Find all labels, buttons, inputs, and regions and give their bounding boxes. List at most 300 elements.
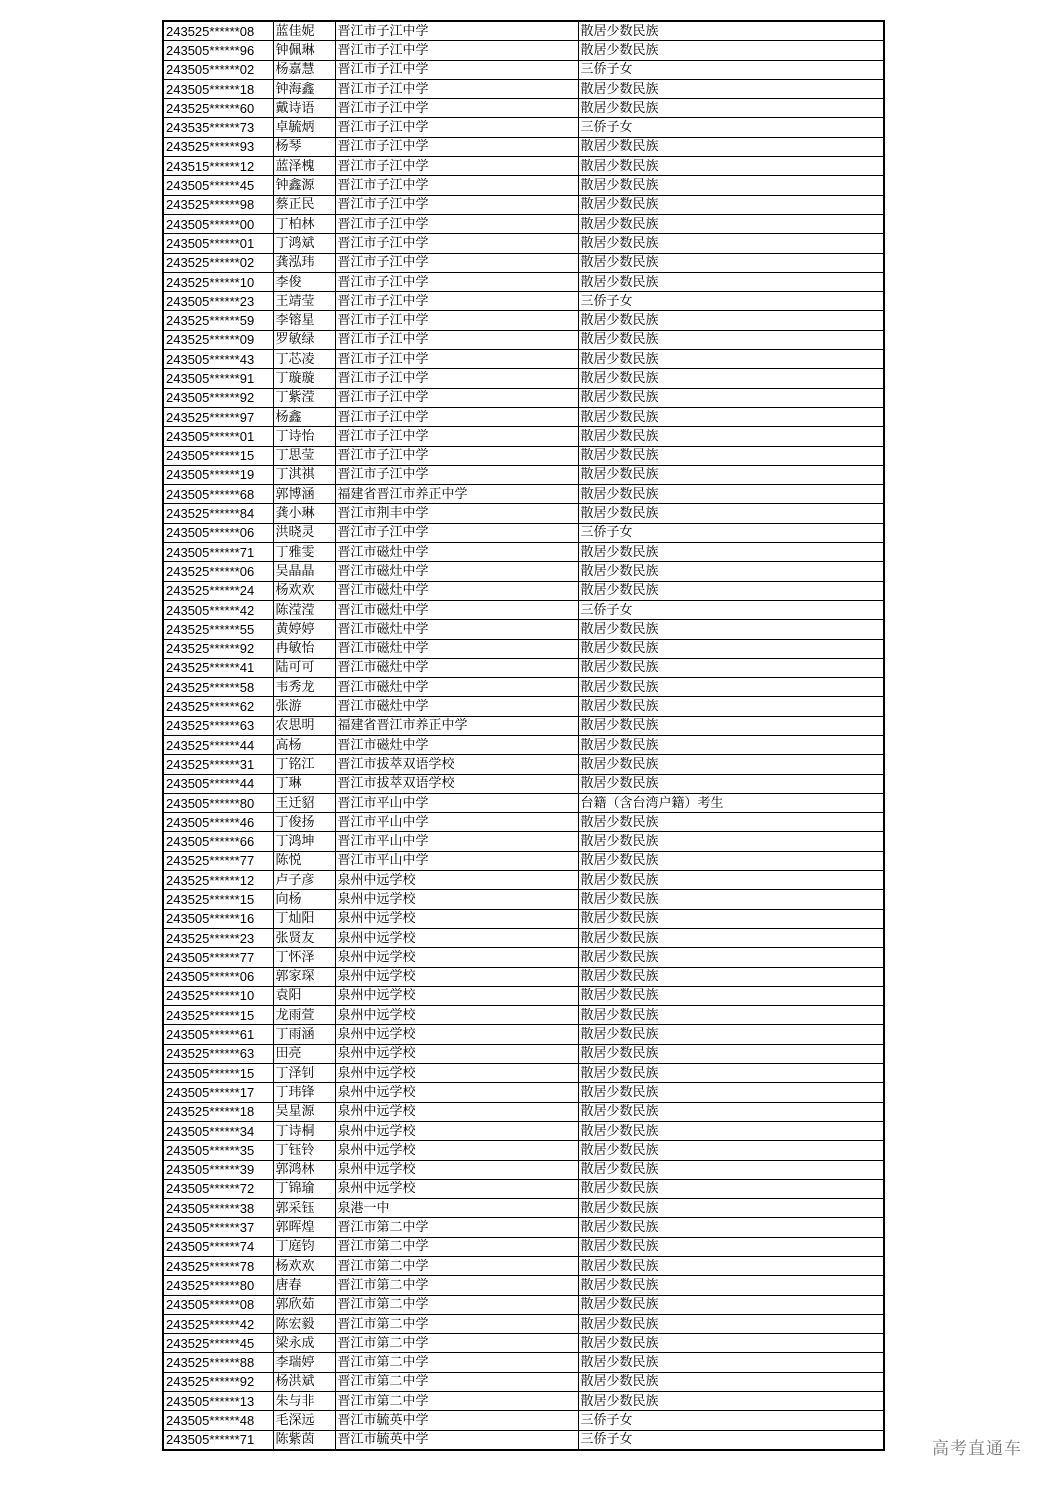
name-cell: 杨嘉慧 — [273, 60, 335, 79]
school-cell: 晋江市子江中学 — [335, 21, 578, 41]
candidate-id-cell: 243505******91 — [163, 369, 273, 388]
table-row — [163, 41, 884, 60]
name-cell: 罗敏绿 — [273, 330, 335, 349]
candidate-id-cell: 243505******71 — [163, 543, 273, 562]
name-cell: 丁淇祺 — [273, 465, 335, 484]
candidate-id-cell: 243525******31 — [163, 755, 273, 774]
school-cell: 晋江市子江中学 — [335, 272, 578, 291]
category-cell: 散居少数民族 — [578, 272, 884, 291]
candidate-id-cell: 243535******73 — [163, 118, 273, 137]
school-cell: 晋江市子江中学 — [335, 407, 578, 426]
school-cell: 晋江市第二中学 — [335, 1353, 578, 1372]
category-cell: 散居少数民族 — [578, 620, 884, 639]
school-cell: 晋江市第二中学 — [335, 1218, 578, 1237]
category-cell: 散居少数民族 — [578, 1179, 884, 1198]
name-cell: 丁紫滢 — [273, 388, 335, 407]
school-cell: 晋江市第二中学 — [335, 1295, 578, 1314]
school-cell: 福建省晋江市养正中学 — [335, 485, 578, 504]
table-row — [163, 909, 884, 928]
candidate-id-cell: 243505******01 — [163, 427, 273, 446]
table-row — [163, 1218, 884, 1237]
name-cell: 陆可可 — [273, 658, 335, 677]
candidate-id-cell: 243515******12 — [163, 157, 273, 176]
name-cell: 蓝佳妮 — [273, 21, 335, 41]
school-cell: 晋江市子江中学 — [335, 41, 578, 60]
school-cell: 晋江市磁灶中学 — [335, 600, 578, 619]
table-row — [163, 1372, 884, 1391]
student-list-table — [162, 20, 885, 1451]
name-cell: 卓毓炳 — [273, 118, 335, 137]
name-cell: 吴星源 — [273, 1102, 335, 1121]
name-cell: 洪晓灵 — [273, 523, 335, 542]
school-cell: 泉州中远学校 — [335, 1083, 578, 1102]
candidate-id-cell: 243505******80 — [163, 793, 273, 812]
candidate-id-cell: 243525******45 — [163, 1334, 273, 1353]
name-cell: 向杨 — [273, 890, 335, 909]
name-cell: 丁鸿坤 — [273, 832, 335, 851]
school-cell: 晋江市荆丰中学 — [335, 504, 578, 523]
school-cell: 晋江市子江中学 — [335, 446, 578, 465]
name-cell: 冉敏怡 — [273, 639, 335, 658]
category-cell: 散居少数民族 — [578, 446, 884, 465]
table-row — [163, 99, 884, 118]
candidate-id-cell: 243525******24 — [163, 581, 273, 600]
candidate-id-cell: 243505******48 — [163, 1411, 273, 1430]
name-cell: 卢子彦 — [273, 871, 335, 890]
name-cell: 丁雅雯 — [273, 543, 335, 562]
category-cell: 散居少数民族 — [578, 137, 884, 156]
candidate-id-cell: 243525******23 — [163, 928, 273, 947]
category-cell: 三侨子女 — [578, 292, 884, 311]
table-row — [163, 1334, 884, 1353]
category-cell: 散居少数民族 — [578, 1392, 884, 1411]
table-row — [163, 195, 884, 214]
candidate-id-cell: 243525******08 — [163, 21, 273, 41]
table-row — [163, 543, 884, 562]
table-row — [163, 350, 884, 369]
category-cell: 散居少数民族 — [578, 388, 884, 407]
name-cell: 丁锦瑜 — [273, 1179, 335, 1198]
category-cell: 散居少数民族 — [578, 1314, 884, 1333]
table-row — [163, 658, 884, 677]
table-row — [163, 1314, 884, 1333]
school-cell: 泉州中远学校 — [335, 1006, 578, 1025]
category-cell: 散居少数民族 — [578, 176, 884, 195]
candidate-id-cell: 243525******09 — [163, 330, 273, 349]
table-row — [163, 79, 884, 98]
name-cell: 黄婷婷 — [273, 620, 335, 639]
table-row — [163, 330, 884, 349]
school-cell: 泉州中远学校 — [335, 1160, 578, 1179]
table-row — [163, 1353, 884, 1372]
table-row — [163, 1044, 884, 1063]
school-cell: 晋江市拔萃双语学校 — [335, 774, 578, 793]
candidate-id-cell: 243525******92 — [163, 639, 273, 658]
school-cell: 晋江市子江中学 — [335, 330, 578, 349]
category-cell: 散居少数民族 — [578, 99, 884, 118]
category-cell: 散居少数民族 — [578, 253, 884, 272]
candidate-id-cell: 243525******06 — [163, 562, 273, 581]
category-cell: 散居少数民族 — [578, 1218, 884, 1237]
table-row — [163, 948, 884, 967]
table-row — [163, 523, 884, 542]
school-cell: 泉州中远学校 — [335, 948, 578, 967]
name-cell: 张贤友 — [273, 928, 335, 947]
candidate-id-cell: 243505******43 — [163, 350, 273, 369]
candidate-id-cell: 243505******77 — [163, 948, 273, 967]
table-row — [163, 388, 884, 407]
school-cell: 晋江市第二中学 — [335, 1276, 578, 1295]
table-row — [163, 735, 884, 754]
candidate-id-cell: 243525******62 — [163, 697, 273, 716]
candidate-id-cell: 243525******92 — [163, 1372, 273, 1391]
name-cell: 袁阳 — [273, 986, 335, 1005]
name-cell: 朱与非 — [273, 1392, 335, 1411]
school-cell: 晋江市拔萃双语学校 — [335, 755, 578, 774]
category-cell: 散居少数民族 — [578, 562, 884, 581]
school-cell: 泉州中远学校 — [335, 986, 578, 1005]
school-cell: 晋江市第二中学 — [335, 1372, 578, 1391]
name-cell: 农思明 — [273, 716, 335, 735]
table-row — [163, 157, 884, 176]
school-cell: 晋江市平山中学 — [335, 832, 578, 851]
table-row — [163, 890, 884, 909]
category-cell: 散居少数民族 — [578, 697, 884, 716]
candidate-id-cell: 243525******15 — [163, 890, 273, 909]
category-cell: 散居少数民族 — [578, 1044, 884, 1063]
table-row — [163, 407, 884, 426]
category-cell: 散居少数民族 — [578, 1199, 884, 1218]
category-cell: 散居少数民族 — [578, 1006, 884, 1025]
candidate-id-cell: 243505******96 — [163, 41, 273, 60]
table-row — [163, 600, 884, 619]
name-cell: 丁思莹 — [273, 446, 335, 465]
category-cell: 散居少数民族 — [578, 1295, 884, 1314]
table-row — [163, 813, 884, 832]
school-cell: 晋江市第二中学 — [335, 1392, 578, 1411]
category-cell: 散居少数民族 — [578, 890, 884, 909]
school-cell: 泉州中远学校 — [335, 967, 578, 986]
table-row — [163, 118, 884, 137]
candidate-id-cell: 243525******10 — [163, 986, 273, 1005]
name-cell: 丁灿阳 — [273, 909, 335, 928]
name-cell: 丁泽钊 — [273, 1064, 335, 1083]
school-cell: 晋江市毓英中学 — [335, 1430, 578, 1450]
category-cell: 散居少数民族 — [578, 1372, 884, 1391]
school-cell: 晋江市子江中学 — [335, 350, 578, 369]
table-row — [163, 485, 884, 504]
table-row — [163, 1295, 884, 1314]
school-cell: 泉州中远学校 — [335, 890, 578, 909]
candidate-id-cell: 243505******45 — [163, 176, 273, 195]
category-cell: 散居少数民族 — [578, 1083, 884, 1102]
name-cell: 蔡正民 — [273, 195, 335, 214]
table-row — [163, 504, 884, 523]
candidate-id-cell: 243505******66 — [163, 832, 273, 851]
name-cell: 郭欣茹 — [273, 1295, 335, 1314]
category-cell: 台籍（含台湾户籍）考生 — [578, 793, 884, 812]
category-cell: 散居少数民族 — [578, 986, 884, 1005]
candidate-id-cell: 243525******15 — [163, 1006, 273, 1025]
name-cell: 丁柏林 — [273, 214, 335, 233]
candidate-id-cell: 243505******23 — [163, 292, 273, 311]
table-row — [163, 1392, 884, 1411]
school-cell: 晋江市第二中学 — [335, 1257, 578, 1276]
name-cell: 杨洪斌 — [273, 1372, 335, 1391]
school-cell: 晋江市第二中学 — [335, 1237, 578, 1256]
candidate-id-cell: 243505******08 — [163, 1295, 273, 1314]
category-cell: 散居少数民族 — [578, 465, 884, 484]
school-cell: 晋江市磁灶中学 — [335, 581, 578, 600]
table-row — [163, 851, 884, 870]
name-cell: 杨鑫 — [273, 407, 335, 426]
category-cell: 散居少数民族 — [578, 21, 884, 41]
category-cell: 散居少数民族 — [578, 350, 884, 369]
category-cell: 散居少数民族 — [578, 214, 884, 233]
table-row — [163, 620, 884, 639]
category-cell: 散居少数民族 — [578, 1102, 884, 1121]
school-cell: 泉州中远学校 — [335, 1102, 578, 1121]
candidate-id-cell: 243525******41 — [163, 658, 273, 677]
table-row — [163, 716, 884, 735]
category-cell: 散居少数民族 — [578, 735, 884, 754]
table-row — [163, 60, 884, 79]
name-cell: 陈悦 — [273, 851, 335, 870]
school-cell: 晋江市子江中学 — [335, 60, 578, 79]
table-row — [163, 1276, 884, 1295]
candidate-id-cell: 243525******59 — [163, 311, 273, 330]
school-cell: 晋江市磁灶中学 — [335, 543, 578, 562]
name-cell: 龚泓玮 — [273, 253, 335, 272]
category-cell: 三侨子女 — [578, 1430, 884, 1450]
candidate-id-cell: 243505******42 — [163, 600, 273, 619]
school-cell: 晋江市子江中学 — [335, 465, 578, 484]
school-cell: 晋江市平山中学 — [335, 851, 578, 870]
school-cell: 晋江市磁灶中学 — [335, 658, 578, 677]
category-cell: 散居少数民族 — [578, 581, 884, 600]
candidate-id-cell: 243505******19 — [163, 465, 273, 484]
category-cell: 散居少数民族 — [578, 928, 884, 947]
name-cell: 李俊 — [273, 272, 335, 291]
table-row — [163, 1141, 884, 1160]
table-row — [163, 1237, 884, 1256]
table-row — [163, 1006, 884, 1025]
school-cell: 泉州中远学校 — [335, 1141, 578, 1160]
school-cell: 晋江市子江中学 — [335, 388, 578, 407]
category-cell: 散居少数民族 — [578, 1141, 884, 1160]
category-cell: 三侨子女 — [578, 600, 884, 619]
category-cell: 散居少数民族 — [578, 832, 884, 851]
candidate-id-cell: 243505******35 — [163, 1141, 273, 1160]
category-cell: 散居少数民族 — [578, 369, 884, 388]
table-row — [163, 986, 884, 1005]
table-row — [163, 697, 884, 716]
school-cell: 晋江市子江中学 — [335, 214, 578, 233]
name-cell: 郭鸿林 — [273, 1160, 335, 1179]
table-row — [163, 369, 884, 388]
school-cell: 晋江市子江中学 — [335, 157, 578, 176]
table-row — [163, 1160, 884, 1179]
candidate-id-cell: 243525******84 — [163, 504, 273, 523]
watermark: 高考直通车 — [932, 1439, 1022, 1459]
school-cell: 晋江市子江中学 — [335, 137, 578, 156]
category-cell: 散居少数民族 — [578, 1257, 884, 1276]
school-cell: 晋江市磁灶中学 — [335, 562, 578, 581]
category-cell: 散居少数民族 — [578, 1237, 884, 1256]
name-cell: 郭博涵 — [273, 485, 335, 504]
school-cell: 晋江市磁灶中学 — [335, 697, 578, 716]
candidate-id-cell: 243525******77 — [163, 851, 273, 870]
name-cell: 吴晶晶 — [273, 562, 335, 581]
candidate-id-cell: 243525******18 — [163, 1102, 273, 1121]
table-row — [163, 678, 884, 697]
category-cell: 散居少数民族 — [578, 407, 884, 426]
candidate-id-cell: 243505******18 — [163, 79, 273, 98]
candidate-id-cell: 243505******38 — [163, 1199, 273, 1218]
category-cell: 散居少数民族 — [578, 774, 884, 793]
school-cell: 晋江市第二中学 — [335, 1334, 578, 1353]
name-cell: 钟海鑫 — [273, 79, 335, 98]
name-cell: 田亮 — [273, 1044, 335, 1063]
category-cell: 散居少数民族 — [578, 157, 884, 176]
name-cell: 张游 — [273, 697, 335, 716]
candidate-id-cell: 243505******74 — [163, 1237, 273, 1256]
name-cell: 陈宏毅 — [273, 1314, 335, 1333]
name-cell: 丁玮锋 — [273, 1083, 335, 1102]
category-cell: 散居少数民族 — [578, 1121, 884, 1140]
name-cell: 高杨 — [273, 735, 335, 754]
category-cell: 散居少数民族 — [578, 967, 884, 986]
school-cell: 晋江市子江中学 — [335, 292, 578, 311]
candidate-id-cell: 243525******02 — [163, 253, 273, 272]
category-cell: 三侨子女 — [578, 118, 884, 137]
category-cell: 散居少数民族 — [578, 1334, 884, 1353]
category-cell: 三侨子女 — [578, 60, 884, 79]
table-row — [163, 214, 884, 233]
table-row — [163, 234, 884, 253]
name-cell: 杨琴 — [273, 137, 335, 156]
table-row — [163, 1064, 884, 1083]
name-cell: 钟佩琳 — [273, 41, 335, 60]
candidate-id-cell: 243505******61 — [163, 1025, 273, 1044]
candidate-id-cell: 243505******06 — [163, 967, 273, 986]
candidate-id-cell: 243525******88 — [163, 1353, 273, 1372]
name-cell: 丁雨涵 — [273, 1025, 335, 1044]
table-row — [163, 1430, 884, 1450]
school-cell: 晋江市子江中学 — [335, 118, 578, 137]
table-row — [163, 176, 884, 195]
name-cell: 丁庭钧 — [273, 1237, 335, 1256]
candidate-id-cell: 243505******39 — [163, 1160, 273, 1179]
candidate-id-cell: 243525******12 — [163, 871, 273, 890]
school-cell: 泉州中远学校 — [335, 1025, 578, 1044]
name-cell: 丁怀泽 — [273, 948, 335, 967]
name-cell: 毛深远 — [273, 1411, 335, 1430]
candidate-id-cell: 243505******02 — [163, 60, 273, 79]
table-row — [163, 1179, 884, 1198]
category-cell: 散居少数民族 — [578, 1025, 884, 1044]
name-cell: 梁永成 — [273, 1334, 335, 1353]
name-cell: 王靖莹 — [273, 292, 335, 311]
candidate-id-cell: 243525******63 — [163, 716, 273, 735]
candidate-id-cell: 243505******68 — [163, 485, 273, 504]
school-cell: 晋江市子江中学 — [335, 253, 578, 272]
category-cell: 散居少数民族 — [578, 658, 884, 677]
table-row — [163, 427, 884, 446]
table-row — [163, 1199, 884, 1218]
candidate-id-cell: 243525******98 — [163, 195, 273, 214]
name-cell: 陈滢滢 — [273, 600, 335, 619]
category-cell: 散居少数民族 — [578, 427, 884, 446]
category-cell: 散居少数民族 — [578, 813, 884, 832]
table-row — [163, 871, 884, 890]
table-row — [163, 967, 884, 986]
school-cell: 晋江市子江中学 — [335, 427, 578, 446]
name-cell: 钟鑫源 — [273, 176, 335, 195]
school-cell: 泉州中远学校 — [335, 1044, 578, 1063]
name-cell: 丁钰铃 — [273, 1141, 335, 1160]
school-cell: 晋江市磁灶中学 — [335, 620, 578, 639]
table-body — [163, 21, 884, 1450]
candidate-id-cell: 243525******93 — [163, 137, 273, 156]
school-cell: 泉州中远学校 — [335, 1064, 578, 1083]
candidate-id-cell: 243505******06 — [163, 523, 273, 542]
category-cell: 散居少数民族 — [578, 543, 884, 562]
candidate-id-cell: 243525******55 — [163, 620, 273, 639]
candidate-id-cell: 243525******10 — [163, 272, 273, 291]
category-cell: 散居少数民族 — [578, 79, 884, 98]
name-cell: 龚小琳 — [273, 504, 335, 523]
school-cell: 晋江市子江中学 — [335, 99, 578, 118]
school-cell: 晋江市平山中学 — [335, 813, 578, 832]
candidate-id-cell: 243525******80 — [163, 1276, 273, 1295]
school-cell: 晋江市磁灶中学 — [335, 678, 578, 697]
name-cell: 丁诗怡 — [273, 427, 335, 446]
candidate-id-cell: 243525******42 — [163, 1314, 273, 1333]
name-cell: 郭家琛 — [273, 967, 335, 986]
table-row — [163, 137, 884, 156]
name-cell: 丁芯凌 — [273, 350, 335, 369]
category-cell: 散居少数民族 — [578, 330, 884, 349]
school-cell: 晋江市第二中学 — [335, 1314, 578, 1333]
category-cell: 散居少数民族 — [578, 639, 884, 658]
school-cell: 晋江市子江中学 — [335, 311, 578, 330]
table-row — [163, 446, 884, 465]
candidate-id-cell: 243525******97 — [163, 407, 273, 426]
table-row — [163, 292, 884, 311]
category-cell: 散居少数民族 — [578, 311, 884, 330]
name-cell: 丁鸿斌 — [273, 234, 335, 253]
candidate-id-cell: 243505******72 — [163, 1179, 273, 1198]
candidate-id-cell: 243505******16 — [163, 909, 273, 928]
candidate-id-cell: 243525******44 — [163, 735, 273, 754]
name-cell: 陈紫茵 — [273, 1430, 335, 1450]
candidate-id-cell: 243505******34 — [163, 1121, 273, 1140]
table-row — [163, 639, 884, 658]
candidate-id-cell: 243505******01 — [163, 234, 273, 253]
school-cell: 泉港一中 — [335, 1199, 578, 1218]
name-cell: 丁诗桐 — [273, 1121, 335, 1140]
category-cell: 散居少数民族 — [578, 871, 884, 890]
table-row — [163, 1411, 884, 1430]
candidate-id-cell: 243505******71 — [163, 1430, 273, 1450]
name-cell: 丁璇璇 — [273, 369, 335, 388]
table-row — [163, 1121, 884, 1140]
table-row — [163, 755, 884, 774]
category-cell: 散居少数民族 — [578, 1353, 884, 1372]
name-cell: 蓝泽槐 — [273, 157, 335, 176]
school-cell: 晋江市子江中学 — [335, 79, 578, 98]
